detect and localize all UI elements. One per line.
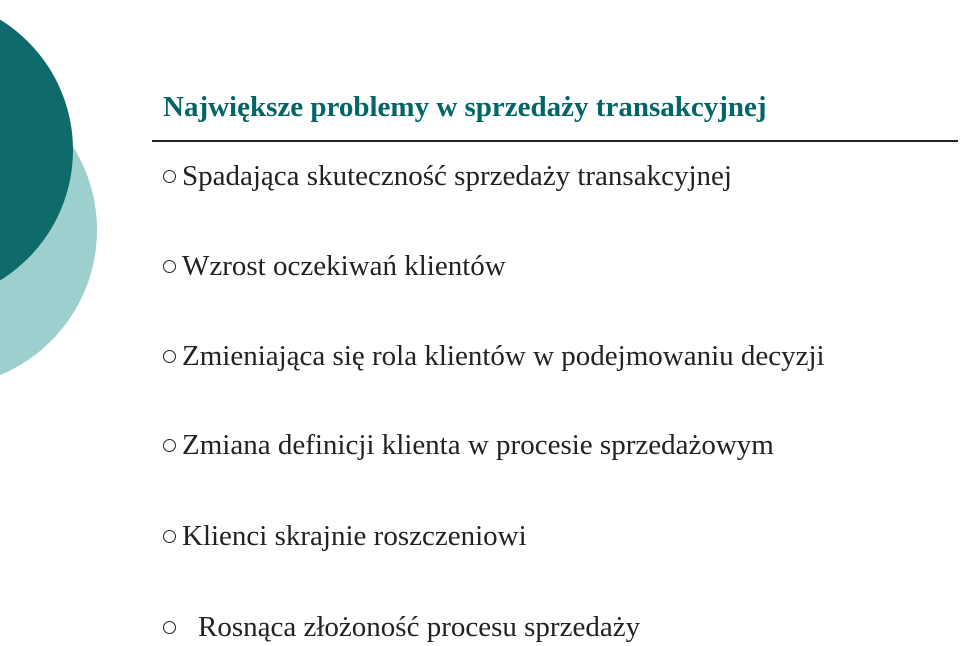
bullet-item bbox=[163, 338, 825, 374]
circle-outline-icon bbox=[163, 530, 176, 543]
circle-outline-icon bbox=[163, 439, 176, 452]
bullet-item bbox=[163, 158, 732, 194]
bullet-text: Zmiana definicji klienta w procesie sprzedażowym bbox=[182, 429, 774, 461]
bullet-text: Zmieniająca się rola klientów w podejmowaniu decyzji bbox=[182, 340, 825, 372]
bullet-item bbox=[163, 427, 774, 463]
circle-outline-icon bbox=[163, 260, 176, 273]
circle-outline-icon bbox=[163, 170, 176, 183]
decorative-circles bbox=[0, 0, 120, 380]
slide-title: Największe problemy w sprzedaży transakcyjnej bbox=[163, 91, 767, 123]
bullet-item bbox=[163, 518, 527, 554]
bullet-item bbox=[163, 609, 640, 645]
bullet-text: Rosnąca złożoność procesu sprzedaży bbox=[198, 611, 641, 643]
bullet-text: Spadająca skuteczność sprzedaży transakcyjnej bbox=[182, 160, 732, 192]
circle-outline-icon bbox=[163, 621, 176, 634]
title-divider bbox=[152, 140, 958, 142]
bullet-text: Wzrost oczekiwań klientów bbox=[182, 250, 506, 282]
bullet-text: Klienci skrajnie roszczeniowi bbox=[182, 520, 527, 552]
bullet-item bbox=[163, 248, 506, 284]
circle-outline-icon bbox=[163, 350, 176, 363]
